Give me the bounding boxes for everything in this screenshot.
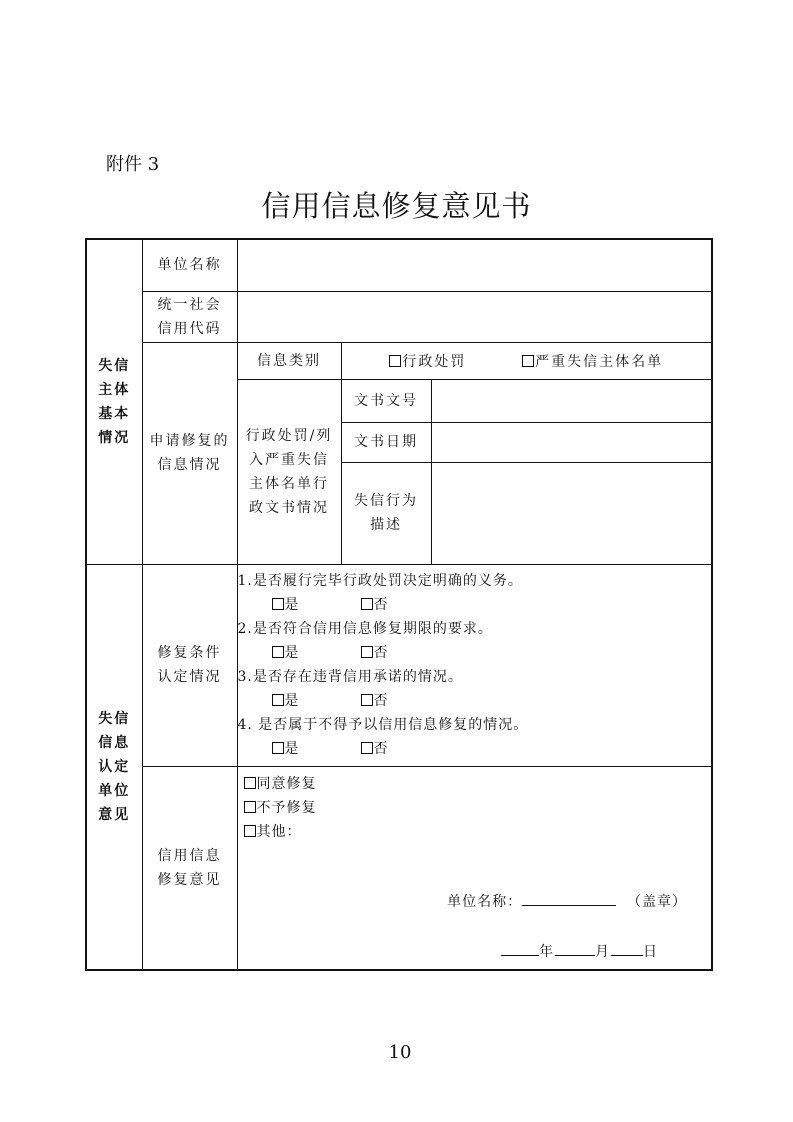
checkbox-icon[interactable] bbox=[272, 694, 284, 706]
info-type-options bbox=[341, 342, 712, 379]
checkbox-icon[interactable] bbox=[361, 742, 373, 754]
question-1: 1.是否履行完毕行政处罚决定明确的义务。 bbox=[237, 573, 523, 589]
checkbox-icon[interactable] bbox=[272, 646, 284, 658]
day-blank[interactable] bbox=[611, 941, 643, 956]
opinion-label: 信用信息 修复意见 bbox=[142, 766, 237, 970]
attachment-label: 附件 3 bbox=[106, 154, 160, 175]
conditions-label: 修复条件 认定情况 bbox=[142, 564, 237, 766]
option-agree[interactable]: 同意修复 bbox=[238, 767, 712, 796]
unit-name-field[interactable] bbox=[237, 239, 712, 291]
conditions-questions bbox=[237, 564, 712, 766]
question-2: 2.是否符合信用信息修复期限的要求。 bbox=[237, 621, 493, 637]
checkbox-icon[interactable] bbox=[272, 742, 284, 754]
unit-name-label: 单位名称 bbox=[142, 239, 237, 291]
question-4: 4. 是否属于不得予以信用信息修复的情况。 bbox=[237, 717, 529, 733]
opinion-content bbox=[237, 766, 712, 970]
checkbox-icon[interactable] bbox=[244, 825, 256, 837]
doc-situation-label: 行政处罚/列 入严重失信 主体名单行 政文书情况 bbox=[237, 379, 341, 564]
info-type-label: 信息类别 bbox=[237, 342, 341, 379]
doc-date-label: 文书日期 bbox=[341, 422, 431, 462]
apply-info-label: 申请修复的 信息情况 bbox=[142, 342, 237, 564]
option-refuse[interactable]: 不予修复 bbox=[238, 796, 712, 820]
checkbox-icon[interactable] bbox=[361, 646, 373, 658]
doc-date-field[interactable] bbox=[431, 422, 712, 462]
answer-row-1: 是 否 bbox=[238, 593, 712, 617]
answer-row-2: 是 否 bbox=[238, 641, 712, 665]
option-other[interactable]: 其他： bbox=[238, 820, 712, 844]
checkbox-icon[interactable] bbox=[244, 801, 256, 813]
behavior-label: 失信行为 描述 bbox=[341, 462, 431, 564]
section-opinion-label: 失信 信息 认定 单位 意见 bbox=[86, 564, 142, 970]
date-line: 年 月 日 bbox=[501, 941, 659, 961]
doc-number-field[interactable] bbox=[431, 379, 712, 422]
credit-code-label: 统一社会 信用代码 bbox=[142, 291, 237, 342]
checkbox-icon[interactable] bbox=[272, 598, 284, 610]
checkbox-icon[interactable] bbox=[361, 694, 373, 706]
behavior-field[interactable] bbox=[431, 462, 712, 564]
checkbox-icon[interactable] bbox=[522, 355, 534, 367]
page-number: 10 bbox=[388, 1042, 412, 1063]
checkbox-icon[interactable] bbox=[244, 777, 256, 789]
checkbox-icon[interactable] bbox=[389, 355, 401, 367]
credit-code-field[interactable] bbox=[237, 291, 712, 342]
unit-signature: 单位名称： （盖章） bbox=[447, 891, 687, 911]
answer-row-3: 是 否 bbox=[238, 689, 712, 713]
document-title: 信用信息修复意见书 bbox=[261, 189, 532, 223]
year-blank[interactable] bbox=[501, 941, 539, 956]
answer-row-4: 是 否 bbox=[238, 737, 712, 761]
option-serious-list[interactable]: 严重失信主体名单 bbox=[522, 351, 663, 371]
question-3: 3.是否存在违背信用承诺的情况。 bbox=[237, 669, 463, 685]
checkbox-icon[interactable] bbox=[361, 598, 373, 610]
credit-repair-form bbox=[85, 238, 713, 971]
option-admin-penalty[interactable]: 行政处罚 bbox=[389, 351, 466, 371]
doc-number-label: 文书文号 bbox=[341, 379, 431, 422]
month-blank[interactable] bbox=[555, 941, 595, 956]
section-basic-info-label: 失信 主体 基本 情况 bbox=[86, 239, 142, 564]
unit-name-blank[interactable] bbox=[522, 891, 616, 906]
